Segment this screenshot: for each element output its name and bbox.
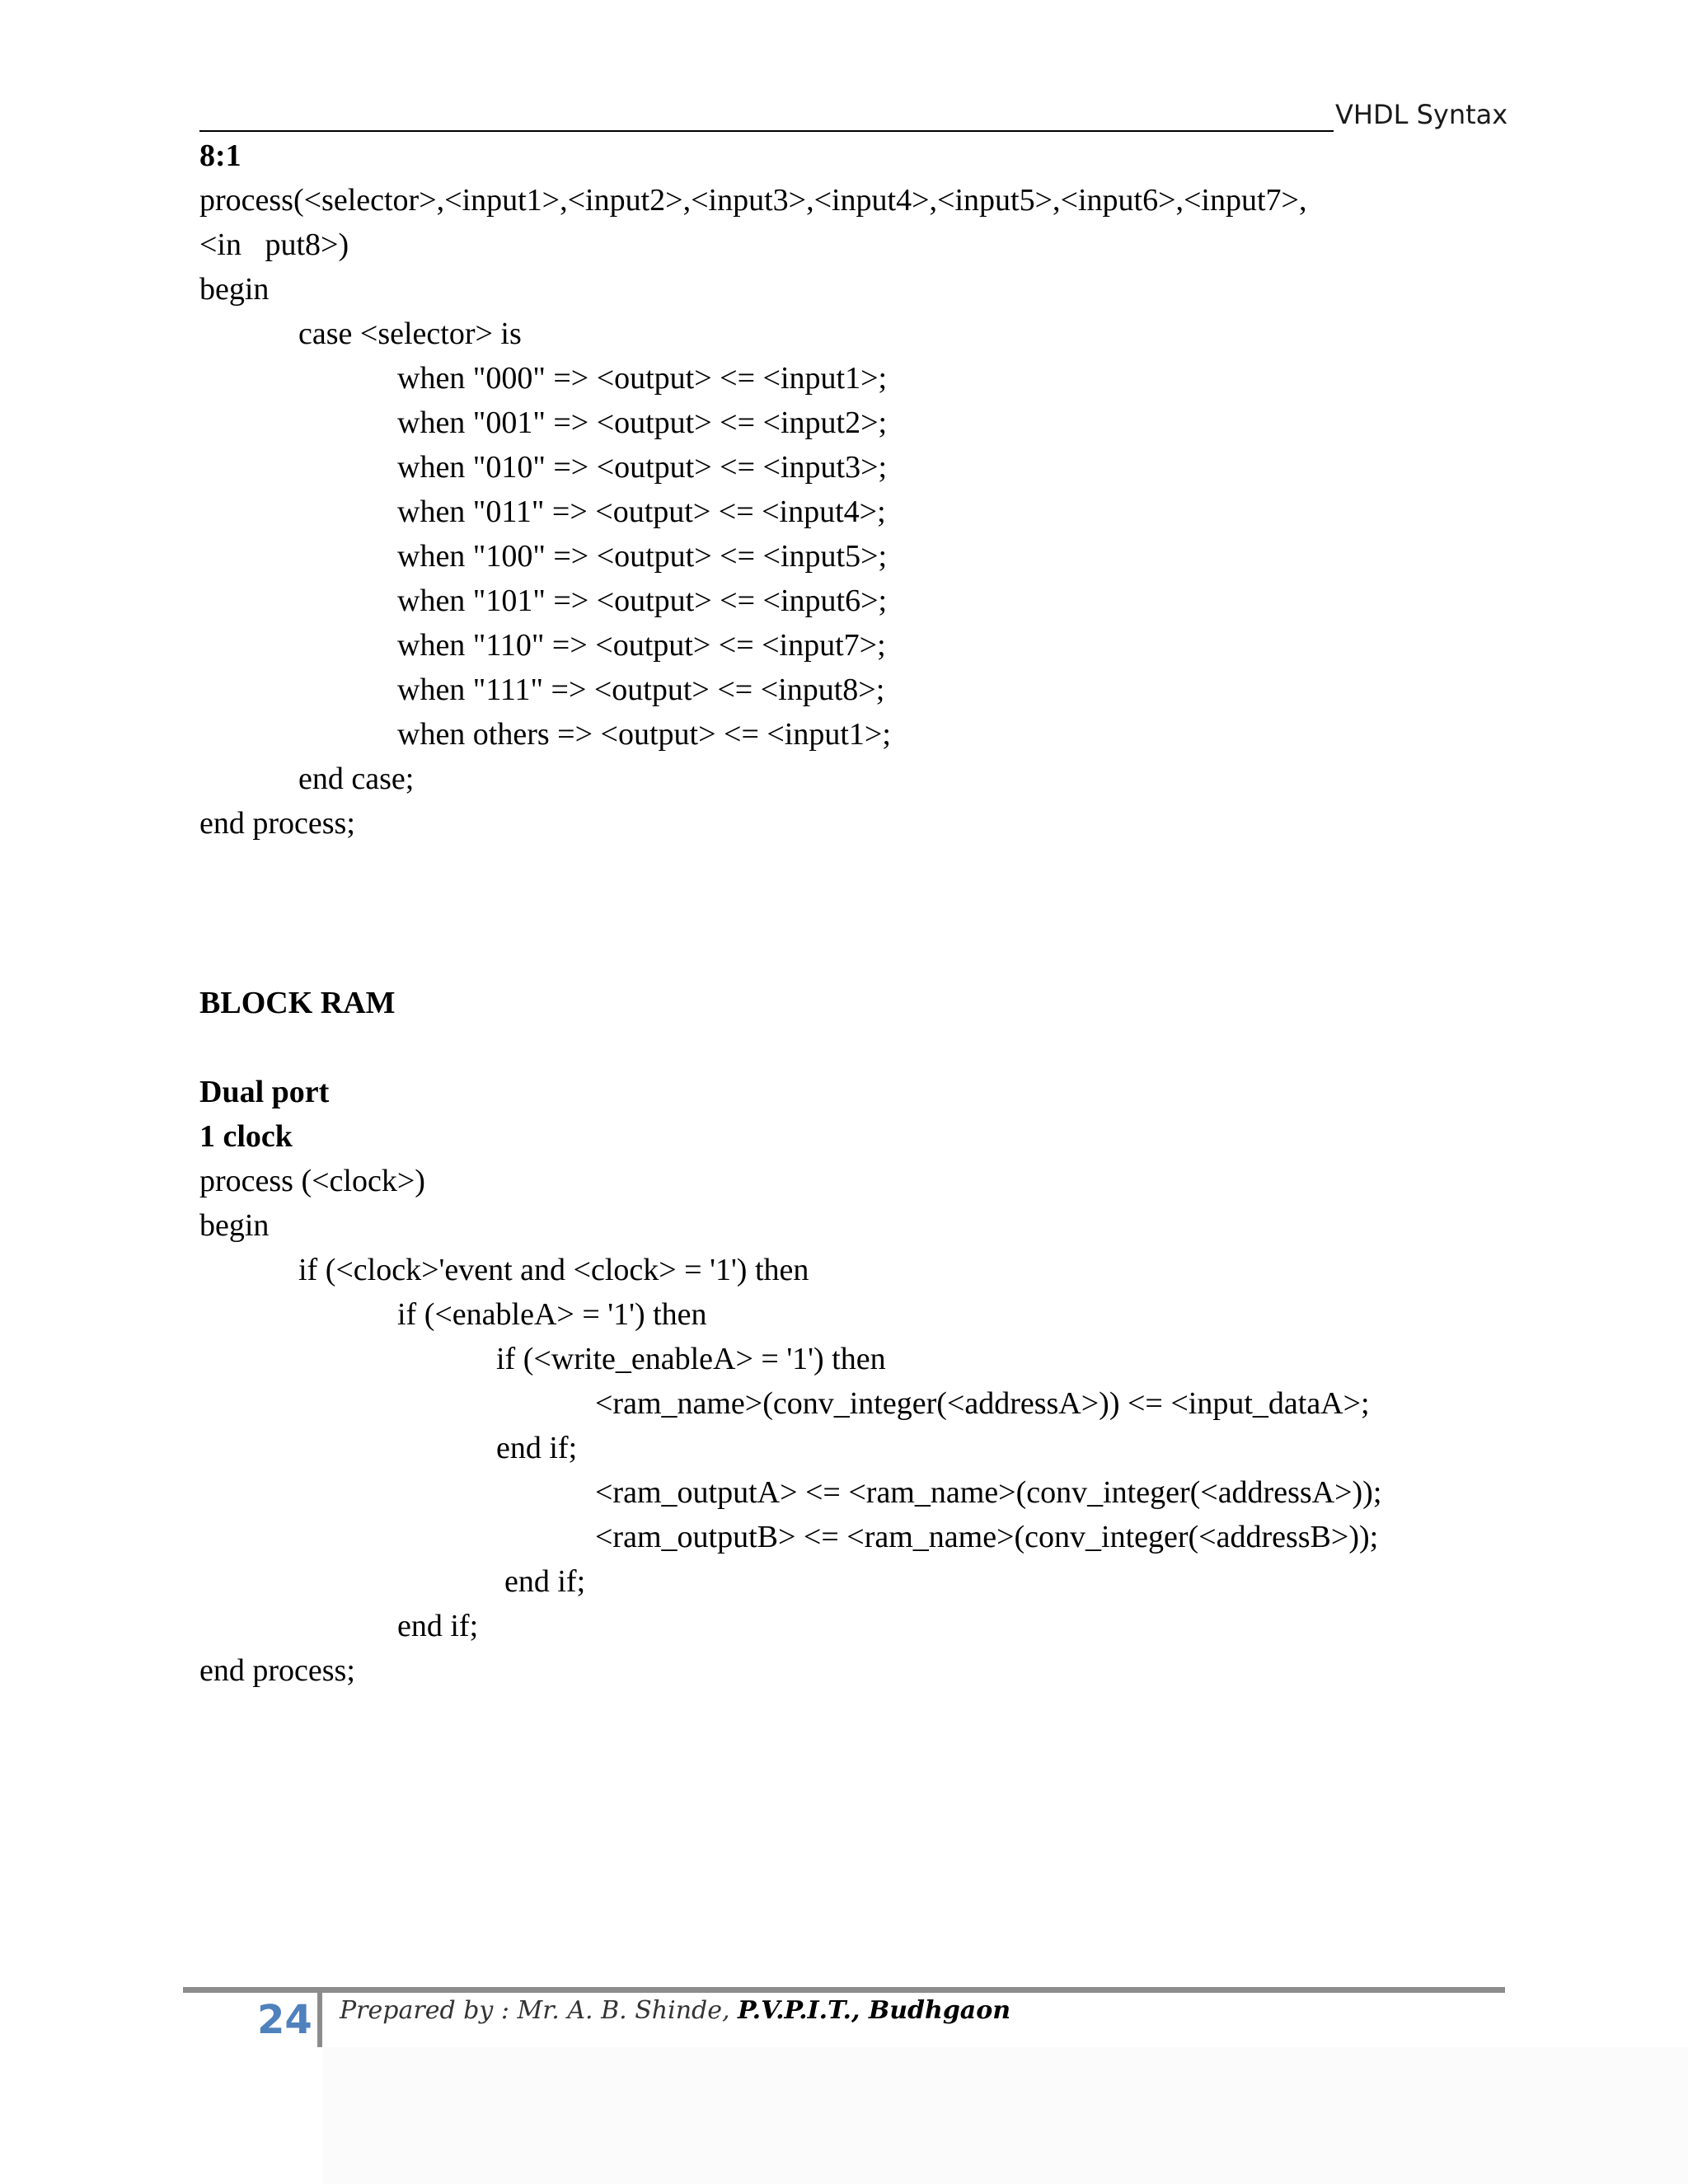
code-line: when "011" => <output> <= <input4>;	[397, 494, 886, 529]
header-rule	[199, 130, 1334, 132]
code-line: when "100" => <output> <= <input5>;	[397, 539, 888, 574]
code-line: <ram_outputA> <= <ram_name>(conv_integer(<addressA>));	[595, 1475, 1382, 1510]
section-heading-mux: 8:1	[199, 138, 241, 173]
code-line: when "000" => <output> <= <input1>;	[397, 361, 888, 396]
footer-shade	[323, 2047, 1688, 2184]
code-line: case <selector> is	[298, 316, 522, 351]
code-line: end if;	[397, 1609, 479, 1643]
code-line: end process;	[199, 1653, 355, 1688]
section-heading-block-ram: BLOCK RAM	[199, 986, 396, 1020]
code-line: if (<clock>'event and <clock> = '1') then	[298, 1253, 809, 1287]
code-line: when "111" => <output> <= <input8>;	[397, 673, 885, 707]
subheading-1-clock: 1 clock	[199, 1119, 293, 1154]
code-line: begin	[199, 1208, 270, 1243]
footer-credit-author: Prepared by : Mr. A. B. Shinde,	[340, 1996, 738, 2025]
code-line: <ram_outputB> <= <ram_name>(conv_integer(<addressB>));	[595, 1520, 1379, 1554]
code-line: process(<selector>,<input1>,<input2>,<input3>,<input4>,<input5>,<input6>,<input7>,	[199, 183, 1307, 218]
code-line: when "101" => <output> <= <input6>;	[397, 583, 888, 618]
footer-credit-institution: P.V.P.I.T., Budhgaon	[738, 1996, 1011, 2025]
footer-credit	[340, 1996, 1010, 2025]
code-line: process (<clock>)	[199, 1164, 425, 1198]
code-line: <ram_name>(conv_integer(<addressA>)) <= <input_dataA>;	[595, 1386, 1370, 1421]
code-line: end if;	[504, 1564, 586, 1599]
footer-rule	[183, 1987, 1505, 1993]
code-line: end case;	[298, 762, 415, 796]
code-line: begin	[199, 272, 270, 307]
code-line: when "001" => <output> <= <input2>;	[397, 405, 888, 440]
code-line: when "110" => <output> <= <input7>;	[397, 628, 886, 663]
code-line: end process;	[199, 806, 355, 841]
code-line: if (<write_enableA> = '1') then	[496, 1342, 886, 1376]
subheading-dual-port: Dual port	[199, 1075, 330, 1109]
code-line: end if;	[496, 1431, 578, 1465]
code-line: if (<enableA> = '1') then	[397, 1297, 707, 1332]
code-line: when "010" => <output> <= <input3>;	[397, 450, 888, 485]
code-line: when others => <output> <= <input1>;	[397, 717, 891, 752]
code-line: <in put8>)	[199, 227, 349, 262]
page-number: 24	[257, 1997, 312, 2043]
header-title: VHDL Syntax	[1335, 99, 1508, 130]
footer-divider	[317, 1993, 322, 2047]
